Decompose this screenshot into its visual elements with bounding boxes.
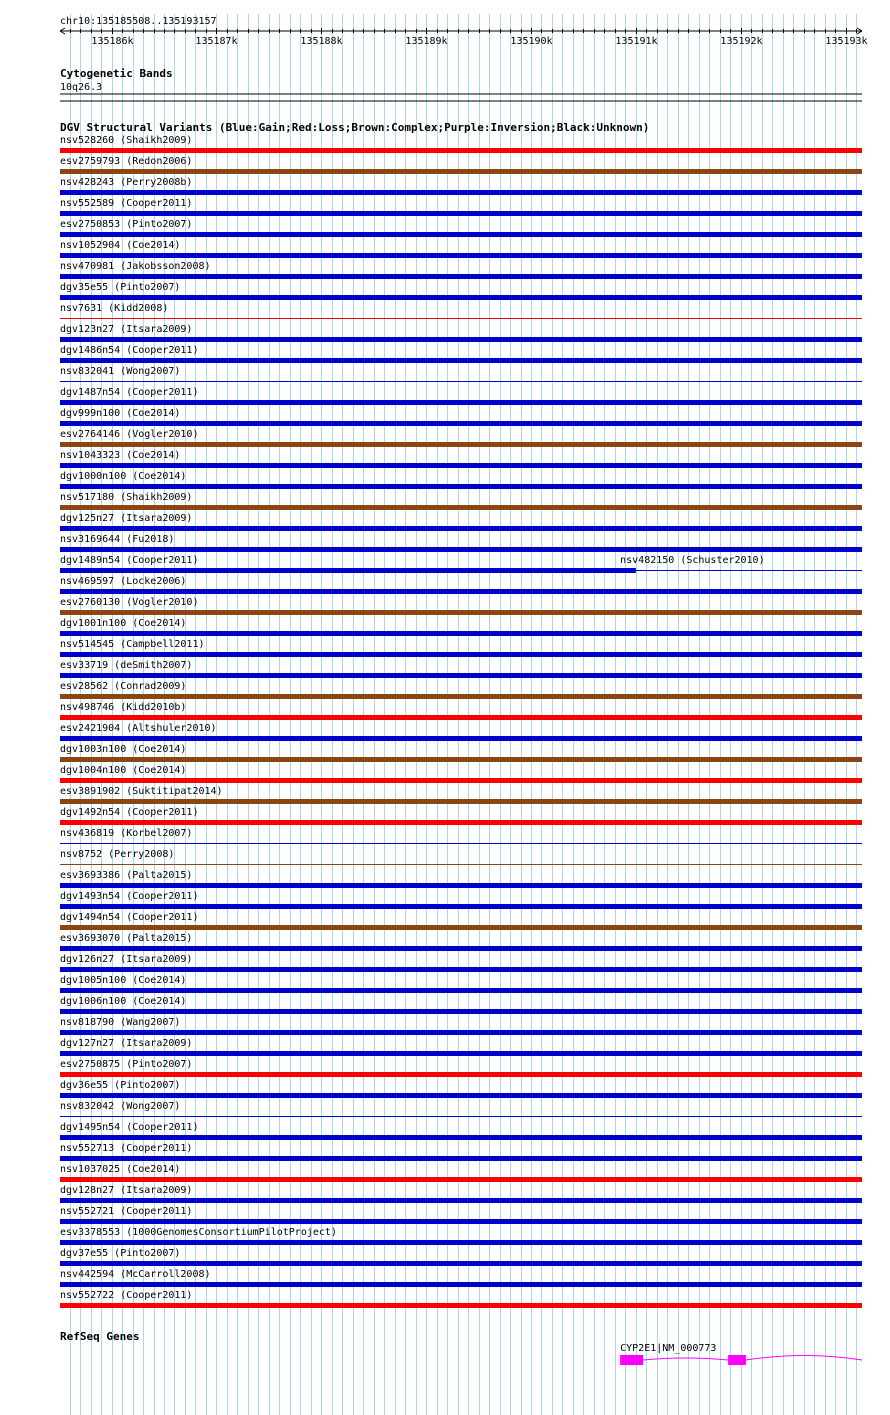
variant-label: nsv8752 (Perry2008) <box>60 849 175 860</box>
ruler-tick-label: 135188k <box>300 36 343 47</box>
variant-bar[interactable] <box>60 1240 862 1245</box>
ruler-tick-label: 135187k <box>195 36 238 47</box>
cytoband-track-title: Cytogenetic Bands <box>60 67 173 80</box>
variant-label: dgv35e55 (Pinto2007) <box>60 282 181 293</box>
variant-label: nsv436819 (Korbel2007) <box>60 828 193 839</box>
variant-bar[interactable] <box>60 610 862 615</box>
variant-label: dgv128n27 (Itsara2009) <box>60 1185 193 1196</box>
variant-bar[interactable] <box>60 421 862 426</box>
variant-bar[interactable] <box>60 988 862 993</box>
variant-label: dgv1493n54 (Cooper2011) <box>60 891 199 902</box>
variant-label: nsv514545 (Campbell2011) <box>60 639 205 650</box>
variant-bar[interactable] <box>60 442 862 447</box>
variant-label: esv28562 (Conrad2009) <box>60 681 187 692</box>
variant-label: esv33719 (deSmith2007) <box>60 660 193 671</box>
variant-bar[interactable] <box>60 1303 862 1308</box>
variant-label: esv2759793 (Redon2006) <box>60 156 193 167</box>
variant-bar[interactable] <box>60 190 862 195</box>
cytoband-label: 10q26.3 <box>60 82 103 93</box>
variant-bar[interactable] <box>60 337 862 342</box>
variant-label: nsv552722 (Cooper2011) <box>60 1290 193 1301</box>
variant-label: dgv36e55 (Pinto2007) <box>60 1080 181 1091</box>
variant-bar[interactable] <box>60 148 862 153</box>
variant-bar[interactable] <box>60 568 636 573</box>
variant-bar[interactable] <box>60 757 862 762</box>
variant-bar[interactable] <box>60 736 862 741</box>
variant-bar[interactable] <box>60 715 862 720</box>
variant-label: esv2750875 (Pinto2007) <box>60 1059 193 1070</box>
variant-label: dgv1486n54 (Cooper2011) <box>60 345 199 356</box>
variant-label: dgv1003n100 (Coe2014) <box>60 744 187 755</box>
variant-bar[interactable] <box>60 381 862 382</box>
refseq-track-title: RefSeq Genes <box>60 1330 140 1343</box>
variant-label: dgv1492n54 (Cooper2011) <box>60 807 199 818</box>
variant-bar[interactable] <box>60 946 862 951</box>
variant-bar[interactable] <box>60 295 862 300</box>
variant-label: dgv1495n54 (Cooper2011) <box>60 1122 199 1133</box>
variant-bar[interactable] <box>60 652 862 657</box>
variant-bar[interactable] <box>60 400 862 405</box>
variant-label: dgv1494n54 (Cooper2011) <box>60 912 199 923</box>
variant-bar[interactable] <box>60 631 862 636</box>
variant-bar[interactable] <box>60 547 862 552</box>
ruler-tick-label: 135193k <box>825 36 868 47</box>
variant-bar[interactable] <box>60 1116 862 1117</box>
variant-bar[interactable] <box>60 526 862 531</box>
variant-label: nsv552589 (Cooper2011) <box>60 198 193 209</box>
variant-label: dgv1487n54 (Cooper2011) <box>60 387 199 398</box>
variant-bar[interactable] <box>60 1030 862 1035</box>
locus-label: chr10:135185508..135193157 <box>60 16 217 27</box>
variant-label: nsv528260 (Shaikh2009) <box>60 135 193 146</box>
variant-bar[interactable] <box>60 274 862 279</box>
variant-bar[interactable] <box>60 1177 862 1182</box>
variant-label: nsv552721 (Cooper2011) <box>60 1206 193 1217</box>
variant-label: dgv999n100 (Coe2014) <box>60 408 181 419</box>
variant-bar[interactable] <box>60 1156 862 1161</box>
variant-bar[interactable] <box>60 778 862 783</box>
variant-bar[interactable] <box>60 484 862 489</box>
variant-label: nsv469597 (Locke2006) <box>60 576 187 587</box>
ruler-tick-label: 135191k <box>615 36 658 47</box>
variant-label: nsv818790 (Wang2007) <box>60 1017 181 1028</box>
variant-label: nsv428243 (Perry2008b) <box>60 177 193 188</box>
variant-label: nsv552713 (Cooper2011) <box>60 1143 193 1154</box>
variant-label: nsv482150 (Schuster2010) <box>620 555 765 566</box>
variant-label: dgv1006n100 (Coe2014) <box>60 996 187 1007</box>
variant-label: nsv470981 (Jakobsson2008) <box>60 261 211 272</box>
variant-label: dgv1000n100 (Coe2014) <box>60 471 187 482</box>
variant-bar[interactable] <box>620 570 862 571</box>
variant-label: esv3693386 (Palta2015) <box>60 870 193 881</box>
variant-label: esv3891902 (Suktitipat2014) <box>60 786 223 797</box>
variant-bar[interactable] <box>60 1072 862 1077</box>
variant-label: esv3378553 (1000GenomesConsortiumPilotProject) <box>60 1227 337 1238</box>
variant-label: nsv517180 (Shaikh2009) <box>60 492 193 503</box>
variant-bar[interactable] <box>60 211 862 216</box>
ruler-tick-label: 135189k <box>405 36 448 47</box>
variant-label: nsv832041 (Wong2007) <box>60 366 181 377</box>
gene-exon <box>620 1355 643 1365</box>
variant-label: nsv498746 (Kidd2010b) <box>60 702 187 713</box>
variant-bar[interactable] <box>60 864 862 865</box>
gene-intron <box>746 1356 862 1361</box>
variant-bar[interactable] <box>60 1198 862 1203</box>
ruler-tick-label: 135192k <box>720 36 763 47</box>
variant-bar[interactable] <box>60 883 862 888</box>
variant-bar[interactable] <box>60 589 862 594</box>
variant-label: nsv832042 (Wong2007) <box>60 1101 181 1112</box>
variant-label: dgv1489n54 (Cooper2011) <box>60 555 199 566</box>
variant-bar[interactable] <box>60 505 862 510</box>
variant-bar[interactable] <box>60 967 862 972</box>
variant-label: nsv1037025 (Coe2014) <box>60 1164 181 1175</box>
variant-bar[interactable] <box>60 318 862 319</box>
variant-label: esv2760130 (Vogler2010) <box>60 597 199 608</box>
variant-bar[interactable] <box>60 169 862 174</box>
variant-label: nsv1043323 (Coe2014) <box>60 450 181 461</box>
variant-label: nsv3169644 (Fu2018) <box>60 534 175 545</box>
variant-bar[interactable] <box>60 463 862 468</box>
variant-label: nsv442594 (McCarroll2008) <box>60 1269 211 1280</box>
variant-bar[interactable] <box>60 1282 862 1287</box>
variant-bar[interactable] <box>60 1135 862 1140</box>
variant-label: esv2750853 (Pinto2007) <box>60 219 193 230</box>
variant-label: dgv127n27 (Itsara2009) <box>60 1038 193 1049</box>
variant-bar-start <box>620 568 622 573</box>
variant-bar[interactable] <box>60 694 862 699</box>
variant-bar[interactable] <box>60 1261 862 1266</box>
variant-label: esv2421904 (Altshuler2010) <box>60 723 217 734</box>
gene-intron <box>643 1358 728 1360</box>
variant-bar[interactable] <box>60 232 862 237</box>
variant-label: nsv7631 (Kidd2008) <box>60 303 169 314</box>
gene-label: CYP2E1|NM_000773 <box>620 1343 717 1354</box>
variant-label: esv3693070 (Palta2015) <box>60 933 193 944</box>
variant-bar[interactable] <box>60 925 862 930</box>
variant-bar[interactable] <box>60 1219 862 1224</box>
variant-label: dgv1005n100 (Coe2014) <box>60 975 187 986</box>
variant-label: nsv1052904 (Coe2014) <box>60 240 181 251</box>
variant-bar[interactable] <box>60 1009 862 1014</box>
variant-label: esv2764146 (Vogler2010) <box>60 429 199 440</box>
variant-label: dgv126n27 (Itsara2009) <box>60 954 193 965</box>
ruler-track <box>60 16 868 47</box>
variant-bar[interactable] <box>60 820 862 825</box>
variant-label: dgv125n27 (Itsara2009) <box>60 513 193 524</box>
variant-bar[interactable] <box>60 253 862 258</box>
variant-label: dgv37e55 (Pinto2007) <box>60 1248 181 1259</box>
ruler-tick-label: 135190k <box>510 36 553 47</box>
variant-label: dgv123n27 (Itsara2009) <box>60 324 193 335</box>
variant-label: dgv1001n100 (Coe2014) <box>60 618 187 629</box>
variant-bar[interactable] <box>60 358 862 363</box>
variant-bar[interactable] <box>60 799 862 804</box>
variant-bar[interactable] <box>60 1051 862 1056</box>
ruler-tick-label: 135186k <box>91 36 134 47</box>
gene-exon <box>728 1355 746 1365</box>
variant-row[interactable] <box>60 555 862 573</box>
variant-label: dgv1004n100 (Coe2014) <box>60 765 187 776</box>
variant-bar[interactable] <box>60 673 862 678</box>
variant-bar[interactable] <box>60 1093 862 1098</box>
variant-bar[interactable] <box>60 904 862 909</box>
variant-bar[interactable] <box>60 843 862 844</box>
dgv-track-title: DGV Structural Variants (Blue:Gain;Red:Loss;Brown:Complex;Purple:Inversion;Black:Unknown) <box>60 121 650 134</box>
